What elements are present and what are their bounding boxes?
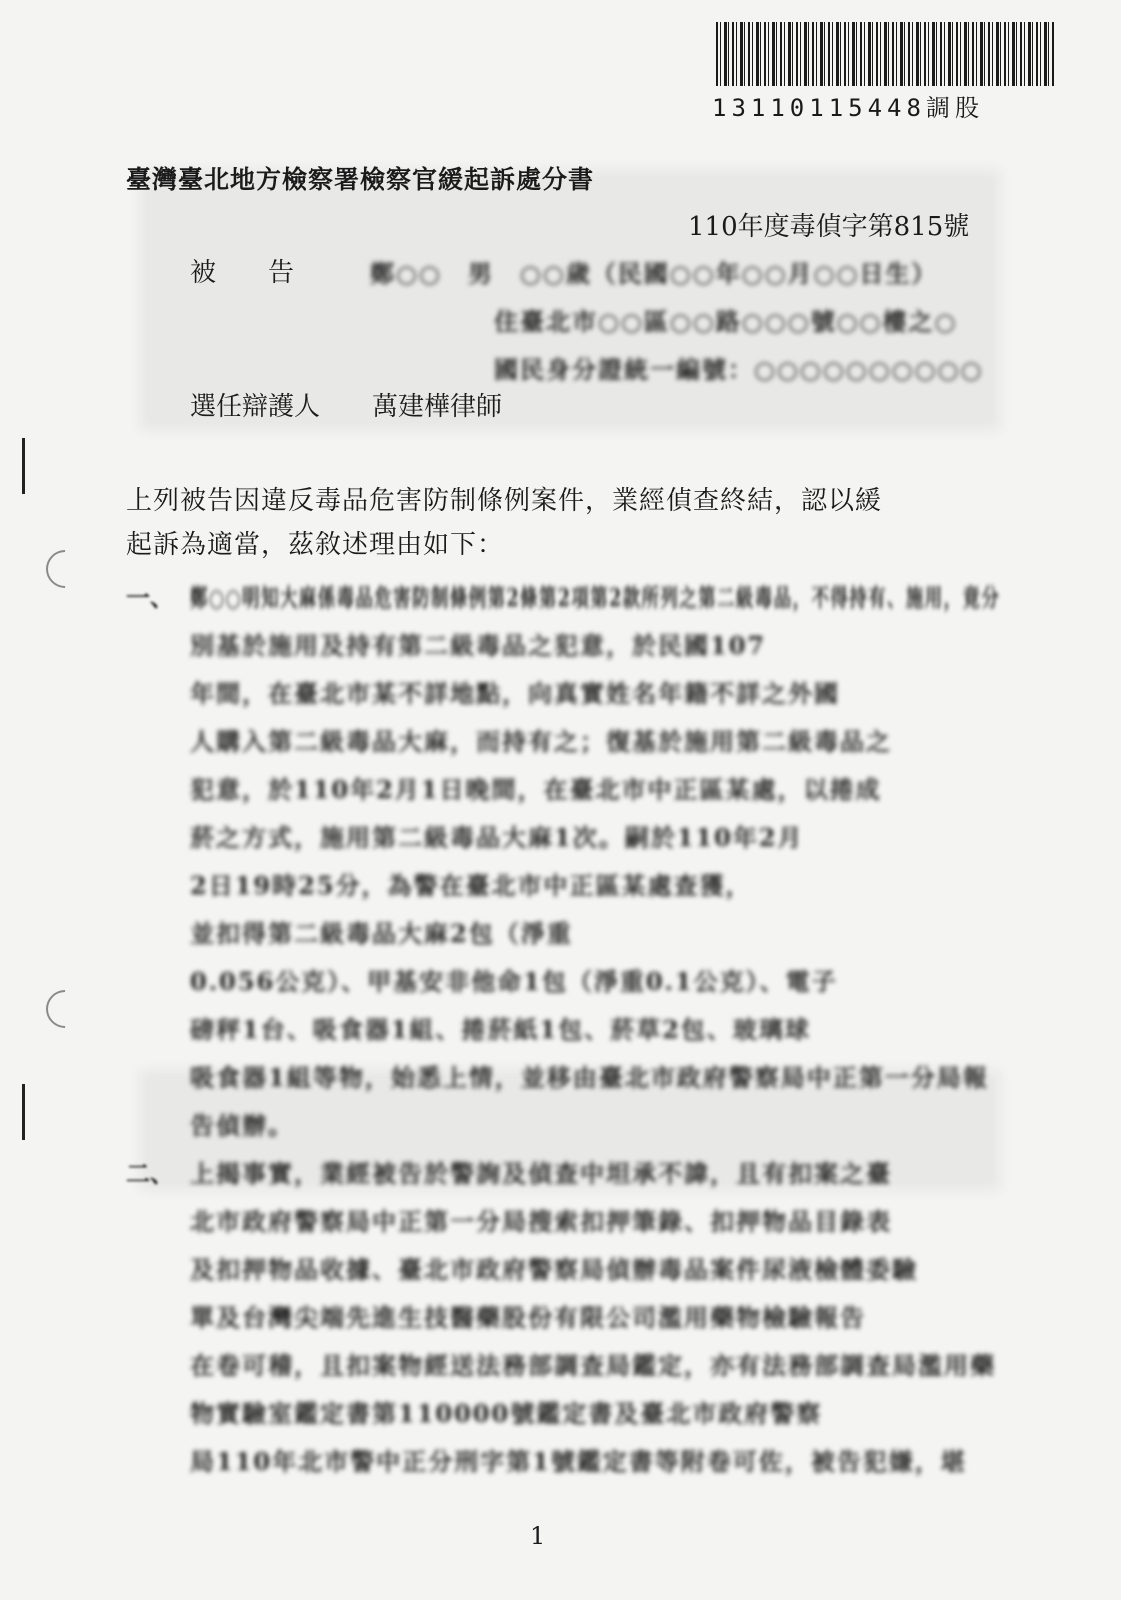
defendant-id-redacted: 國民身分證統一編號：○○○○○○○○○○ [494, 355, 984, 384]
section-1-line: 並扣得第二級毒品大麻2包（淨重 [190, 919, 573, 948]
case-number: 110年度毒偵字第815號 [688, 212, 970, 242]
section-2-number: 二、 [126, 1159, 174, 1188]
counsel-label: 選任辯護人 [190, 392, 321, 422]
defendant-label: 被 告 [190, 258, 295, 288]
section-1-line: 吸食器1組等物，始悉上情，並移由臺北市政府警察局中正第一分局報 [190, 1063, 989, 1092]
section-1-line: 年間，在臺北市某不詳地點，向真實姓名年籍不詳之外國 [190, 679, 840, 708]
section-1-number: 一、 [126, 583, 174, 612]
section-2-line: 在卷可稽，且扣案物經送法務部調查局鑑定，亦有法務部調查局濫用藥 [190, 1351, 996, 1380]
section-1-line: 別基於施用及持有第二級毒品之犯意，於民國107 [190, 631, 767, 660]
document-title: 臺灣臺北地方檢察署檢察官緩起訴處分書 [126, 165, 595, 194]
margin-mark [22, 438, 25, 494]
section-2-line: 北市政府警察局中正第一分局搜索扣押筆錄、扣押物品目錄表 [190, 1207, 892, 1236]
barcode [712, 22, 1064, 123]
binder-hole-mark [38, 982, 92, 1036]
section-2-line: 物實驗室鑑定書第110000號鑑定書及臺北市政府警察 [190, 1399, 823, 1428]
section-1-line: 菸之方式，施用第二級毒品大麻1次。嗣於110年2月 [190, 823, 804, 852]
margin-mark [22, 1084, 25, 1140]
section-2-line: 單及台灣尖端先進生技醫藥股份有限公司濫用藥物檢驗報告 [190, 1303, 866, 1332]
section-1-line: 磅秤1台、吸食器1組、捲菸紙1包、菸草2包、玻璃球 [190, 1015, 811, 1044]
barcode-number: 13110115448調股 [712, 94, 984, 122]
section-2-line: 上揭事實，業經被告於警詢及偵查中坦承不諱，且有扣案之臺 [190, 1159, 892, 1188]
section-1-line: 2日19時25分，為警在臺北市中正區某處查獲， [190, 871, 752, 900]
intro-line-1: 上列被告因違反毒品危害防制條例案件，業經偵查終結，認以緩 [126, 486, 883, 516]
defendant-info-redacted: 鄭○○ 男 ○○歲（民國○○年○○月○○日生） [370, 259, 938, 288]
section-2-line: 及扣押物品收據、臺北市政府警察局偵辦毒品案件尿液檢體委驗 [190, 1255, 918, 1284]
counsel-name: 萬建樺律師 [372, 392, 503, 422]
section-1-line: 0.056公克）、甲基安非他命1包（淨重0.1公克）、電子 [190, 967, 838, 996]
binder-hole-mark [38, 542, 92, 596]
section-1-line: 鄭○○明知大麻係毒品危害防制條例第2條第2項第2款所列之第二級毒品，不得持有、施用，竟分 [190, 583, 1001, 612]
intro-line-2: 起訴為適當，茲敘述理由如下： [126, 530, 505, 560]
section-1-line: 犯意，於110年2月1日晚間，在臺北市中正區某處，以捲成 [190, 775, 882, 804]
defendant-address-redacted: 住臺北市○○區○○路○○○號○○樓之○ [494, 307, 958, 336]
page-number: 1 [530, 1522, 546, 1550]
section-1-line: 告偵辦。 [190, 1111, 294, 1140]
barcode-bars [716, 22, 1056, 86]
section-1-line: 人購入第二級毒品大麻，而持有之；復基於施用第二級毒品之 [190, 727, 892, 756]
section-2-line: 局110年北市警中正分刑字第1號鑑定書等附卷可佐，被告犯嫌，堪 [190, 1447, 967, 1476]
